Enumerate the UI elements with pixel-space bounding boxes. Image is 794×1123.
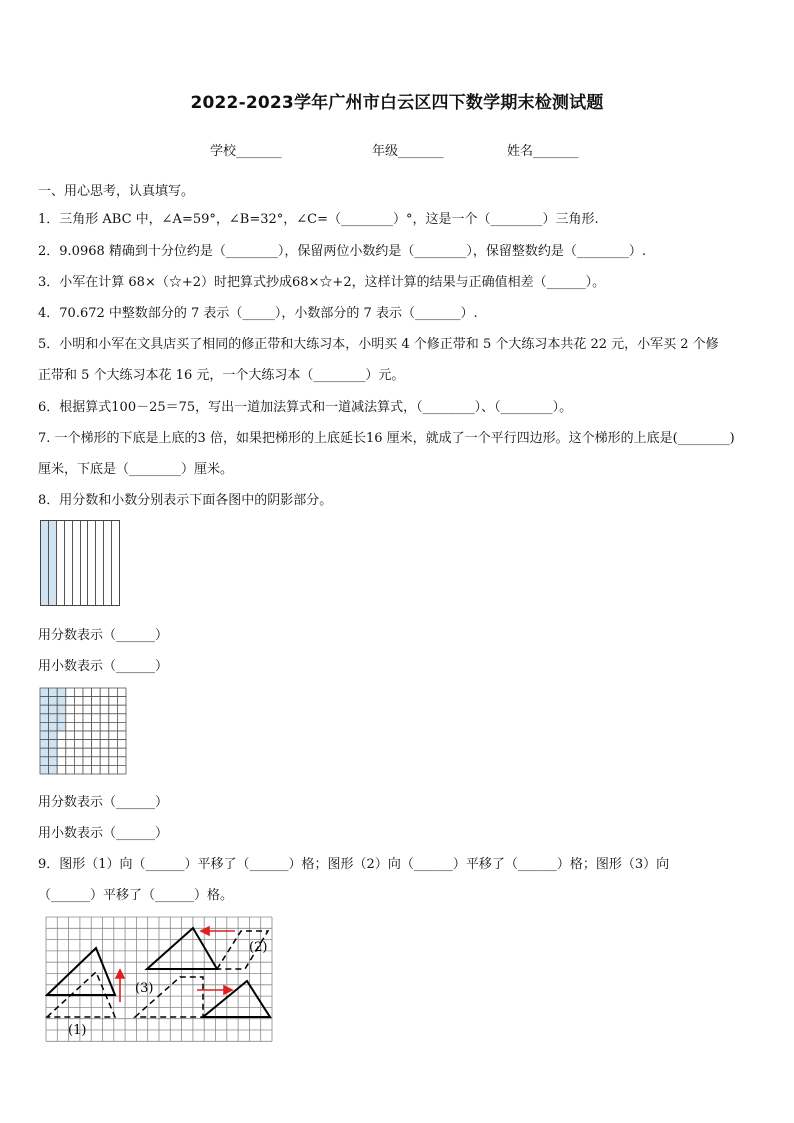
- grid-cell: [49, 740, 58, 749]
- grid-cell: [109, 740, 118, 749]
- grid-cell: [109, 714, 118, 723]
- grid-cell: [49, 705, 58, 714]
- grid-cell: [74, 748, 83, 757]
- grid-cell: [100, 731, 109, 740]
- grid-cell: [66, 714, 75, 723]
- grid-cell: [49, 714, 58, 723]
- grid-cell: [40, 757, 49, 766]
- grid-cell: [57, 765, 66, 774]
- grid-cell: [109, 697, 118, 706]
- hundred-grid-figure: [39, 687, 129, 777]
- grid-column: [73, 521, 81, 605]
- grid-cell: [100, 748, 109, 757]
- grid-cell: [83, 714, 92, 723]
- question-4: 4．70.672 中整数部分的 7 表示（_____），小数部分的 7 表示（_______）.: [38, 306, 478, 321]
- grid-cell: [83, 722, 92, 731]
- translation-grid-figure: [45, 916, 277, 1044]
- arrow-up-head-icon: [116, 970, 124, 978]
- grid-cell: [49, 697, 58, 706]
- question-9-line1: 9．图形（1）向（______）平移了（______）格；图形（2）向（______）平移了（______）格；图形（3）向: [38, 857, 670, 872]
- question-7-line1: 7. 一个梯形的下底是上底的3 倍，如果把梯形的上底延长16 厘米，就成了一个平行四边形。这个梯形的上底是(________): [38, 431, 735, 446]
- grid-cell: [57, 740, 66, 749]
- grid-cell: [40, 740, 49, 749]
- grid-cell: [57, 705, 66, 714]
- q8-decimal-answer-2: 用小数表示（______）: [38, 826, 169, 841]
- grid-cell: [74, 765, 83, 774]
- grid-cell: [74, 731, 83, 740]
- arrow-right-head-icon: [224, 986, 232, 994]
- grid-cell: [117, 714, 126, 723]
- grid-cell: [117, 765, 126, 774]
- grid-cell: [40, 714, 49, 723]
- grid-cell: [57, 731, 66, 740]
- grid-cell: [74, 722, 83, 731]
- grid-cell: [117, 722, 126, 731]
- grid-cell: [66, 731, 75, 740]
- grid-cell: [83, 705, 92, 714]
- q8-decimal-answer-1: 用小数表示（______）: [38, 659, 169, 674]
- grid-cell: [66, 740, 75, 749]
- grid-cell: [40, 705, 49, 714]
- grid-cell: [40, 688, 49, 697]
- grid-cell: [49, 688, 58, 697]
- grid-cell: [83, 688, 92, 697]
- grid-cell: [100, 697, 109, 706]
- grid-cell: [57, 688, 66, 697]
- grid-cell: [40, 697, 49, 706]
- question-5-line1: 5．小明和小军在文具店买了相同的修正带和大练习本，小明买 4 个修正带和 5 个大练习本共花 22 元，小军买 2 个修: [38, 337, 719, 352]
- grid-cell: [49, 722, 58, 731]
- grid-cell: [109, 748, 118, 757]
- figure-label-1: (1): [68, 1023, 87, 1038]
- grid-cell: [92, 722, 101, 731]
- grid-column: [49, 521, 57, 605]
- grid-cell: [66, 765, 75, 774]
- grid-cell: [40, 731, 49, 740]
- grid-cell: [57, 748, 66, 757]
- grid-cell: [117, 757, 126, 766]
- grid-column: [81, 521, 89, 605]
- grid-cell: [74, 757, 83, 766]
- grid-cell: [109, 722, 118, 731]
- grid-cell: [117, 705, 126, 714]
- grid-cell: [92, 765, 101, 774]
- grid-column: [65, 521, 73, 605]
- name-field: 姓名_______: [507, 144, 579, 159]
- question-5-line2: 正带和 5 个大练习本花 16 元，一个大练习本（________）元。: [38, 368, 405, 383]
- triangle-shape-3: [203, 981, 270, 1017]
- grid-cell: [49, 765, 58, 774]
- grid-cell: [57, 757, 66, 766]
- grid-cell: [57, 722, 66, 731]
- q8-fraction-answer-1: 用分数表示（______）: [38, 628, 169, 643]
- grid-column: [88, 521, 96, 605]
- question-2: 2．9.0968 精确到十分位约是（________），保留两位小数约是（________），保留整数约是（________）.: [38, 244, 647, 259]
- grid-cell: [117, 748, 126, 757]
- grid-cell: [100, 688, 109, 697]
- question-9-line2: （______）平移了（______）格。: [38, 888, 234, 903]
- question-6: 6．根据算式100－25＝75，写出一道加法算式和一道减法算式，（________）、（________）。: [38, 400, 573, 415]
- grid-cell: [109, 688, 118, 697]
- grid-cell: [66, 722, 75, 731]
- page-title: 2022-2023学年广州市白云区四下数学期末检测试题: [190, 93, 604, 113]
- grid-cell: [83, 740, 92, 749]
- grid-cell: [117, 688, 126, 697]
- grid-cell: [92, 688, 101, 697]
- grid-cell: [66, 705, 75, 714]
- grid-cell: [83, 757, 92, 766]
- grid-cell: [92, 748, 101, 757]
- question-3: 3．小军在计算 68×（☆+2）时把算式抄成68×☆+2，这样计算的结果与正确值相差（______）。: [38, 275, 606, 290]
- grade-field: 年级_______: [372, 144, 444, 159]
- grid-cell: [92, 697, 101, 706]
- grid-cell: [100, 765, 109, 774]
- grid-column: [104, 521, 112, 605]
- grid-cell: [109, 765, 118, 774]
- grid-cell: [100, 740, 109, 749]
- grid-cell: [66, 688, 75, 697]
- column-grid-figure: [40, 520, 120, 606]
- grid-cell: [92, 740, 101, 749]
- grid-cell: [57, 697, 66, 706]
- grid-cell: [92, 705, 101, 714]
- grid-cell: [83, 748, 92, 757]
- grid-cell: [92, 731, 101, 740]
- grid-cell: [66, 757, 75, 766]
- grid-cell: [74, 688, 83, 697]
- grid-cell: [74, 714, 83, 723]
- figure-label-2: (2): [249, 940, 268, 955]
- school-field: 学校_______: [210, 144, 282, 159]
- grid-cell: [83, 697, 92, 706]
- grid-cell: [74, 705, 83, 714]
- grid-cell: [40, 722, 49, 731]
- grid-cell: [117, 740, 126, 749]
- grid-cell: [100, 722, 109, 731]
- grid-cell: [109, 705, 118, 714]
- q8-fraction-answer-2: 用分数表示（______）: [38, 795, 169, 810]
- grid-cell: [83, 765, 92, 774]
- grid-column: [96, 521, 104, 605]
- grid-cell: [57, 714, 66, 723]
- grid-column: [41, 521, 49, 605]
- grid-cell: [49, 731, 58, 740]
- grid-cell: [49, 748, 58, 757]
- figure-label-3: (3): [135, 981, 154, 996]
- grid-cell: [109, 757, 118, 766]
- section-heading: 一、用心思考，认真填写。: [38, 184, 195, 199]
- grid-cell: [66, 748, 75, 757]
- question-7-line2: 厘米，下底是（________）厘米。: [38, 462, 234, 477]
- grid-cell: [117, 697, 126, 706]
- grid-cell: [92, 757, 101, 766]
- grid-column: [112, 521, 119, 605]
- grid-cell: [74, 740, 83, 749]
- grid-cell: [117, 731, 126, 740]
- grid-cell: [66, 697, 75, 706]
- grid-cell: [109, 731, 118, 740]
- grid-cell: [49, 757, 58, 766]
- grid-cell: [40, 748, 49, 757]
- grid-column: [57, 521, 65, 605]
- grid-cell: [83, 731, 92, 740]
- grid-cell: [92, 714, 101, 723]
- grid-cell: [100, 757, 109, 766]
- grid-cell: [74, 697, 83, 706]
- grid-cell: [100, 705, 109, 714]
- grid-cell: [40, 765, 49, 774]
- grid-cell: [100, 714, 109, 723]
- question-1: 1．三角形 ABC 中，∠A=59°，∠B=32°，∠C=（________）°，这是一个（________）三角形.: [38, 212, 599, 227]
- question-8: 8．用分数和小数分别表示下面各图中的阴影部分。: [38, 493, 333, 508]
